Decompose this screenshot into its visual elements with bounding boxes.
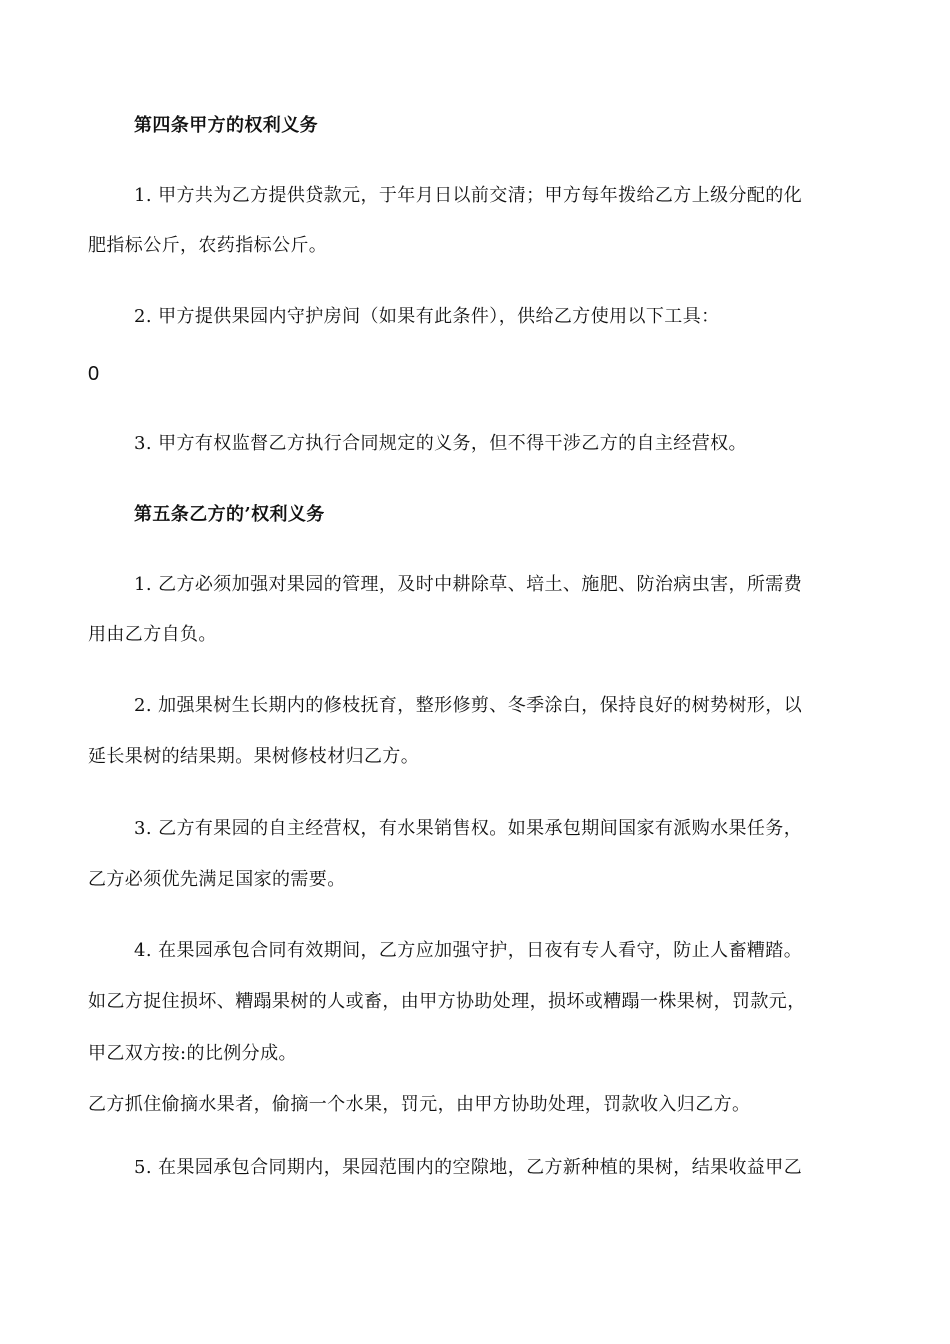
section-5-item-4-line-2: 如乙方捉住损坏、糟蹋果树的人或畜，由甲方协助处理，损坏或糟蹋一株果树，罚款元，: [88, 991, 806, 1012]
section-5-item-4-line-3: 甲乙双方按:的比例分成。: [88, 1043, 297, 1064]
section-4-heading: 第四条甲方的权利义务: [134, 115, 318, 136]
section-5-item-4-line-4: 乙方抓住偷摘水果者，偷摘一个水果，罚元，由甲方协助处理，罚款收入归乙方。: [88, 1094, 751, 1115]
section-4-item-3-line-1: 3. 甲方有权监督乙方执行合同规定的义务，但不得干涉乙方的自主经营权。: [134, 433, 747, 454]
section-5-item-3-line-2: 乙方必须优先满足国家的需要。: [88, 869, 346, 890]
section-4-item-1-line-2: 肥指标公斤，农药指标公斤。: [88, 235, 328, 256]
section-4-item-2-line-2: 0: [88, 363, 100, 385]
section-5-item-5-line-1: 5. 在果园承包合同期内，果园范围内的空隙地，乙方新种植的果树，结果收益甲乙: [134, 1157, 803, 1178]
section-5-item-2-line-2: 延长果树的结果期。果树修枝材归乙方。: [88, 746, 420, 767]
section-4-item-1-line-1: 1. 甲方共为乙方提供贷款元，于年月日以前交清；甲方每年拨给乙方上级分配的化: [134, 185, 803, 206]
section-5-heading: 第五条乙方的’权利义务: [134, 504, 325, 525]
section-5-item-4-line-1: 4. 在果园承包合同有效期间，乙方应加强守护，日夜有专人看守，防止人畜糟踏。: [134, 940, 803, 961]
section-5-item-1-line-1: 1. 乙方必须加强对果园的管理，及时中耕除草、培土、施肥、防治病虫害，所需费: [134, 574, 803, 595]
section-5-item-1-line-2: 用由乙方自负。: [88, 624, 217, 645]
section-4-item-2-line-1: 2. 甲方提供果园内守护房间（如果有此条件），供给乙方使用以下工具：: [134, 306, 720, 327]
section-5-item-3-line-1: 3. 乙方有果园的自主经营权，有水果销售权。如果承包期间国家有派购水果任务，: [134, 818, 803, 839]
section-5-item-2-line-1: 2. 加强果树生长期内的修枝抚育，整形修剪、冬季涂白，保持良好的树势树形，以: [134, 695, 803, 716]
